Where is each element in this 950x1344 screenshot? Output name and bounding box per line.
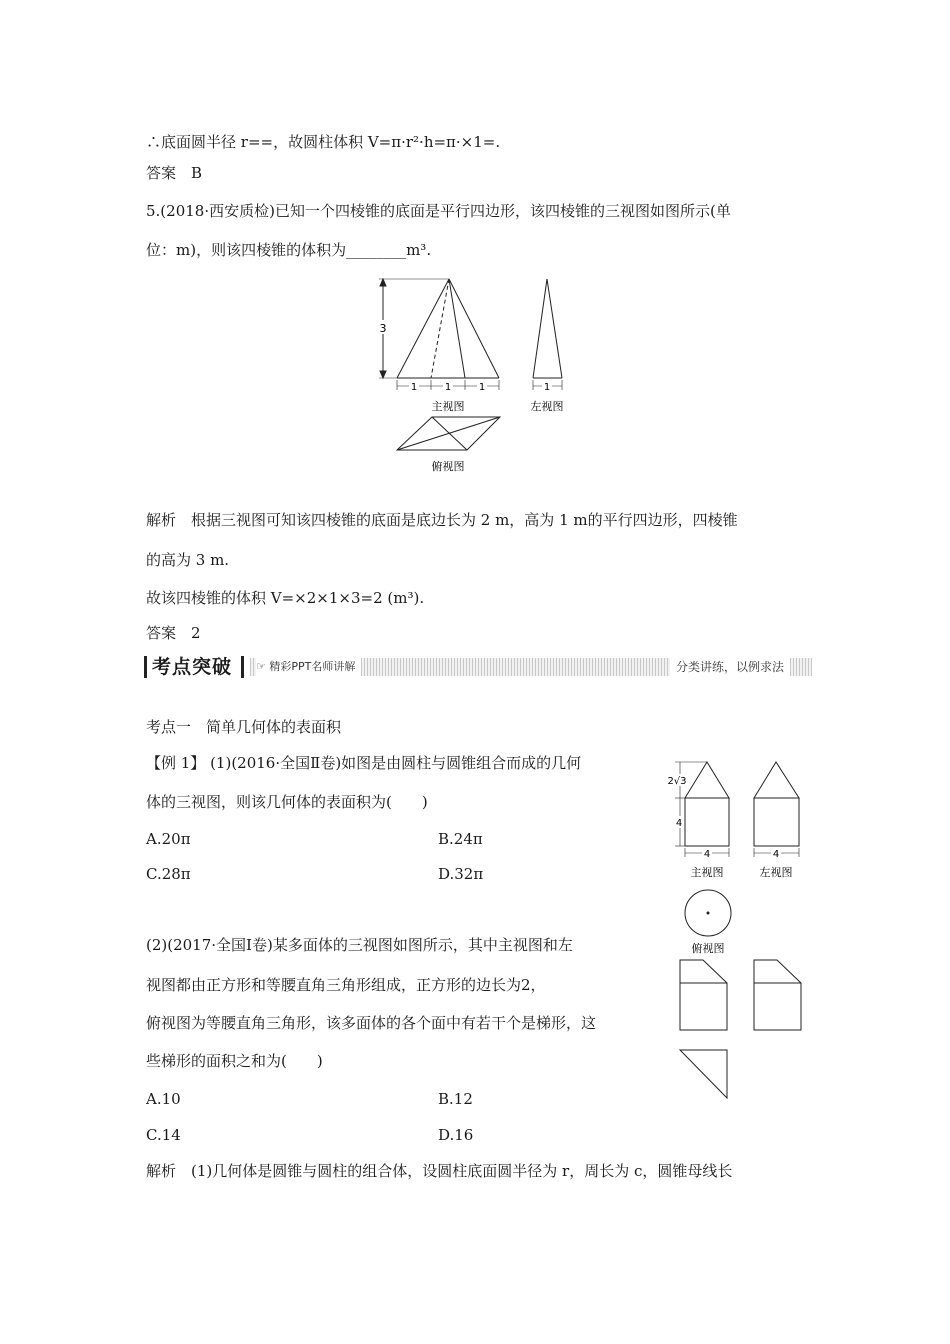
- option-1b: B.24π: [438, 830, 483, 848]
- cone-height-label: 2√3: [667, 776, 687, 787]
- problem-5-line-1: 5.(2018·西安质检)已知一个四棱锥的底面是平行四边形，该四棱锥的三视图如图所示(单: [146, 202, 731, 220]
- option-1c: C.28π: [146, 865, 191, 883]
- front-hidden-edge: [431, 279, 449, 378]
- side-width-label: 4: [772, 849, 780, 860]
- top-view-caption: 俯视图: [431, 460, 465, 473]
- example-2-line-1: (2)(2017·全国Ⅰ卷)某多面体的三视图如图所示，其中主视图和左: [146, 936, 573, 954]
- answer-line-b: 答案 B: [146, 164, 203, 182]
- cylinder-cone-three-view-figure: [664, 758, 814, 958]
- front-cone-triangle: [685, 762, 729, 798]
- solution-line-radius: ∴底面圆半径 r==，故圆柱体积 V=π·r²·h=π·×1=.: [146, 133, 501, 151]
- analysis-example-line: 解析 (1)几何体是圆锥与圆柱的组合体，设圆柱底面圆半径为 r，周长为 c，圆锥母线长: [146, 1162, 733, 1180]
- side-left-edge: [533, 279, 547, 378]
- side-triangle-part: [754, 960, 801, 983]
- banner-right-text: 分类讲练，以例求法: [670, 658, 790, 676]
- side-cone-triangle: [754, 762, 799, 798]
- example-1-line-2: 体的三视图，则该几何体的表面积为( ): [146, 793, 428, 811]
- cylinder-height-label: 4: [675, 818, 683, 829]
- analysis-line-2: 的高为 3 m.: [146, 551, 230, 569]
- option-2d: D.16: [438, 1126, 474, 1144]
- top-view-center-dot: [707, 912, 710, 915]
- side-square: [754, 983, 801, 1030]
- front-left-edge: [397, 279, 449, 378]
- base-label-2: 1: [444, 382, 452, 393]
- side-view-caption: 左视图: [530, 400, 564, 413]
- front-triangle-part: [680, 960, 727, 983]
- front-cylinder-rect: [685, 798, 729, 846]
- option-2b: B.12: [438, 1090, 473, 1108]
- side-base-label: 1: [543, 382, 551, 393]
- polyhedron-three-view-figure: [670, 950, 820, 1110]
- front-view-caption-2: 主视图: [690, 866, 724, 879]
- analysis-line-3: 故该四棱锥的体积 V=×2×1×3=2 (m³).: [146, 589, 425, 607]
- front-width-label: 4: [703, 849, 711, 860]
- pyramid-three-view-figure: [370, 272, 590, 477]
- height-label: 3: [379, 322, 387, 335]
- answer-line-2: 答案 2: [146, 624, 201, 642]
- analysis-line-1: 解析 根据三视图可知该四棱锥的底面是底边长为 2 m，高为 1 m的平行四边形，四棱锥: [146, 511, 738, 529]
- top-view-triangle: [680, 1050, 727, 1098]
- top-view-caption-2: 俯视图: [691, 942, 725, 955]
- side-view-caption-2: 左视图: [759, 866, 793, 879]
- front-square: [680, 983, 727, 1030]
- option-1d: D.32π: [438, 865, 484, 883]
- base-label-3: 1: [478, 382, 486, 393]
- front-view-caption: 主视图: [431, 400, 465, 413]
- option-2a: A.10: [146, 1090, 181, 1108]
- example-1-line-1: 【例 1】 (1)(2016·全国Ⅱ卷)如图是由圆柱与圆锥组合而成的几何: [146, 754, 582, 772]
- section-heading: 考点一 简单几何体的表面积: [146, 718, 342, 736]
- example-2-line-4: 些梯形的面积之和为( ): [146, 1052, 323, 1070]
- side-right-edge: [547, 279, 562, 378]
- example-2-line-2: 视图都由正方形和等腰直角三角形组成，正方形的边长为2，: [146, 976, 546, 994]
- base-label-1: 1: [410, 382, 418, 393]
- banner-title: 考点突破: [152, 656, 233, 678]
- option-1a: A.20π: [146, 830, 191, 848]
- option-2c: C.14: [146, 1126, 181, 1144]
- section-banner: [144, 654, 812, 680]
- problem-5-line-2: 位：m)，则该四棱锥的体积为________m³.: [146, 241, 432, 259]
- example-2-line-3: 俯视图为等腰直角三角形，该多面体的各个面中有若干个是梯形，这: [146, 1014, 597, 1032]
- side-cylinder-rect: [754, 798, 799, 846]
- banner-subtitle: ☞ 精彩PPT名师讲解: [256, 658, 361, 676]
